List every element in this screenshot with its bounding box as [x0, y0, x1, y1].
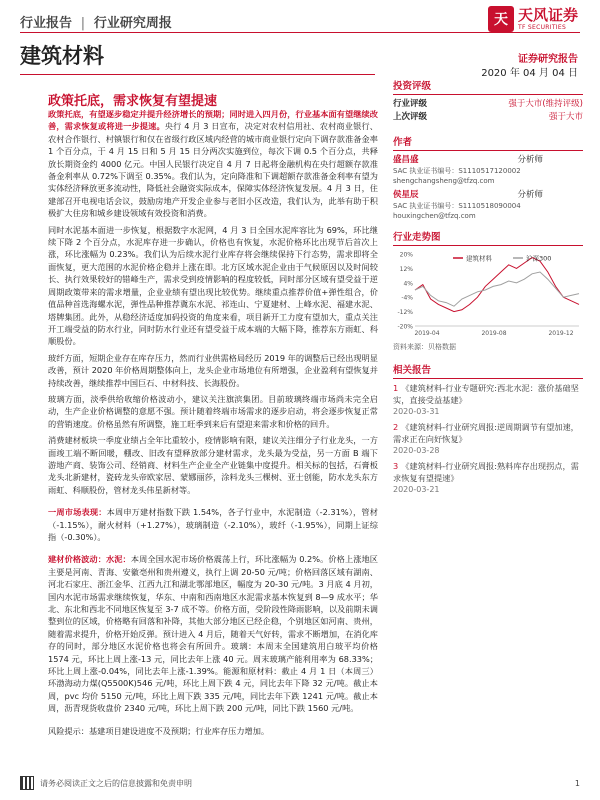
- paragraph: [48, 393, 378, 430]
- paragraph: [48, 553, 378, 714]
- paragraph-lead: 一周市场表现：: [48, 507, 107, 518]
- report-type: 证券研究报告: [518, 54, 578, 65]
- related-heading: 相关报告: [393, 362, 583, 379]
- paragraph: [48, 108, 378, 220]
- rating-row: [393, 98, 583, 111]
- y-tick-label: 4%: [403, 280, 413, 288]
- chart-source: 资料来源：贝格数据: [393, 343, 456, 351]
- y-tick-label: -12%: [397, 309, 413, 317]
- paragraph-body: 玻璃方面，淡季供给收缩价格波动小，建议关注旗滨集团。目前玻璃终端市场尚未完全启动，生产企业价格调整的意愿不强。预计随着终端市场需求的逐步启动，将会逐步恢复正常的营销速度。价格虽然有所调整，施工旺季到来后有望迎来需求和价格的回升。: [48, 393, 378, 429]
- logo-mark-icon: 天: [488, 6, 514, 32]
- logo-name-cn: 天风证券: [517, 5, 578, 24]
- rating-label: 行业评级: [393, 99, 428, 109]
- x-tick-label: 2019-04: [414, 330, 440, 337]
- x-tick-label: 2019-12: [548, 330, 574, 337]
- logo-name-en: TF SECURITIES: [517, 23, 567, 31]
- author-card: [393, 155, 583, 186]
- paragraph-body: 消费建材板块一季度业绩占全年比重较小，疫情影响有限，建议关注细分子行业龙头，一方面竣工端不断回暖，棚改、旧改有望释放部分建材需求，龙头最为受益，另一方面 B 端下游地产商、装饰公司、经销商、材料生产企业全产业链集中度提升。相关标的包括，石膏板龙头北新建材，瓷砖龙头帝欧家居、蒙娜丽莎，涂料龙头三棵树、亚士创能，防水龙头东方雨虹、科顺股份，管材龙头伟星新材等。: [48, 435, 378, 495]
- paragraph-body: 同时水泥基本面进一步恢复，根据数字水泥网，4 月 3 日全国水泥库容比为 69%，环比继续下降 2 个百分点，水泥库存进一步确认，价格也有恢复，水泥价格环比出现节后首次上涨，环比涨幅为 0.23%。我们认为后续水泥行业库存将会继续保持下行态势，需求即将全面恢复，更大范围的水泥价格企稳并上涨在即。北方区域水泥企业由于气候原因以及时间较长、执行效果较好的错峰生产，需求受到疫情影响的程度较低，同时部分区域有望受益于逆周期政策带来的需求增量，企业业绩有望出现比较优势。继续重点推荐价值+弹性组合，价值品种首选海螺水泥，弹性品种推荐冀东水泥、祁连山、宁夏建材、上峰水泥、福建水泥、塔牌集团。此外，从稳经济适度加码投资的角度来看，项目新开工力度有望加大，重点关注开工端受益的防水行业，同时防水行业还有望受益于成本端的大幅下降，推荐东方雨虹、科顺股份。: [48, 224, 378, 347]
- author-role: 分析师: [517, 190, 543, 200]
- report-headline: 政策托底，需求恢复有望提速: [48, 94, 218, 109]
- author-sac: SAC 执业证书编号：S1110517120002: [393, 167, 521, 175]
- related-title[interactable]: 《建筑材料-行业研究周报:逆周期调节有望加速，需求正在向好恢复》: [393, 422, 579, 444]
- x-tick-label: 2019-08: [481, 330, 507, 337]
- legend-label: 沪深300: [526, 254, 552, 263]
- breadcrumb-report-type: 行业报告: [20, 16, 73, 31]
- company-logo: [488, 6, 578, 32]
- author-email[interactable]: shengchangsheng@tfzq.com: [393, 177, 495, 185]
- rating-value: 强于大市: [548, 112, 583, 122]
- author-name: 盛昌盛: [393, 155, 419, 165]
- title-divider: [20, 74, 375, 75]
- rating-heading: 投资评级: [393, 78, 583, 95]
- paragraph: [48, 224, 378, 348]
- related-title[interactable]: 《建筑材料-行业专题研究:西北水泥：涨价基础坚实，直接受益基建》: [393, 383, 579, 405]
- header-divider: [20, 32, 580, 33]
- y-tick-label: -4%: [401, 294, 413, 302]
- rating-row: [393, 111, 583, 124]
- y-tick-label: 20%: [399, 251, 413, 259]
- paragraph-body: 风险提示：基建项目建设进度不及预期；行业库存压力增加。: [48, 725, 270, 736]
- related-date: 2020-03-28: [393, 446, 440, 455]
- series-line-2: [415, 272, 579, 306]
- paragraph-lead: 建材价格波动：水泥：: [48, 554, 131, 565]
- qr-code-icon: [20, 776, 34, 790]
- paragraph-body: 央行 4 月 3 日宣布，决定对农村信用社、农村商业银行、农村合作银行、村镇银行和仅在省级行政区域内经营的城市商业银行定向下调存款准备金率 1 个百分点，于 4 月 15 日和 5 月 15 日分两次实施到位，每次下调 0.5 个百分点，共释放长期资金约 4000 亿元。中国人民银行决定自 4 月 7 日起将金融机构在央行超额存款准备金利率从 0.72%下调至 0.35%。我们认为，定向降准和下调超额存款准备金利率有望为实体经济释放更多流动性，降低社会融资实际成本，保障实体经济恢复发展。4 月 3 日，住建部召开电视电话会议，鼓励房地产开发企业参与老旧小区改造，我们认为，此举有助于积极扩大住房和城乡建设领域有效投资和消费。: [48, 121, 378, 219]
- author-email[interactable]: houxingchen@tfzq.com: [393, 212, 476, 220]
- trend-chart: [393, 250, 583, 340]
- paragraph-body: 本周全国水泥市场价格震荡上行，环比涨幅为 0.2%。价格上涨地区主要是河南、青海、安徽亳州和贵州遵义，执行上调 20-50 元/吨；价格回落区域有湖南、河北石家庄、浙江金华、江西九江和湖北鄂部地区，幅度为 20-30 元/吨。3 月底 4 月初，国内水泥市场需求继续恢复，华东、中南和西南地区水泥需求基本恢复到 8—9 成水平；华北、东北和西北不同地区恢复至 3-7 成不等。价格方面，受阶段性降雨影响，以及前期未调整到位的区域，价格略有回落和补降，其他大部分地区已经企稳，个别地区如河南、贵州，随着需求提升，价格开始反弹。预计进入 4 月后，随着天气好转，需求不断增加，在消化库存的同时，部分地区水泥价格也将会有所回升。玻璃：本周末全国建筑用白玻平均价格 1574 元，环比上周上涨-13 元，同比去年上涨 40 元。周末玻璃产能利用率为 68.33%；环比上周上涨-0.04%，同比去年上涨-1.39%。能源和原材料：截止 4 月 1 日（本周三）环渤海动力煤(Q5500K)546 元/吨，环比上周下跌 4 元，同比去年下降 32 元/吨。截止本周，pvc 均价 5150 元/吨，环比上周下跌 335 元/吨，同比去年下跌 1241 元/吨。截止本周，沥青现货收盘价 2340 元/吨，环比上周下跌 200 元/吨，同比下跌 1560 元/吨。: [48, 554, 378, 714]
- author-role: 分析师: [517, 155, 543, 165]
- paragraph: [48, 434, 378, 496]
- breadcrumb-report-subtype: 行业研究周报: [93, 16, 172, 31]
- paragraph: [48, 506, 378, 543]
- paragraph-body: 本周申万建材指数下跌 1.54%，各子行业中，水泥制造（-2.31%），管材（-1.15%），耐火材料（+1.27%），玻璃制造（-2.10%），玻纤（-1.95%），同期上证综指（-0.30%）。: [48, 507, 378, 542]
- industry-title: 建筑材料: [20, 44, 104, 68]
- related-num: 3: [393, 461, 399, 471]
- legend-label: 建筑材料: [466, 254, 492, 263]
- y-tick-label: -20%: [397, 323, 413, 331]
- author-name: 侯星辰: [393, 190, 419, 200]
- related-title[interactable]: 《建筑材料-行业研究周报:熟料库存出现拐点，需求恢复有望提速》: [393, 461, 579, 483]
- related-date: 2020-03-31: [393, 407, 440, 416]
- author-heading: 作者: [393, 134, 583, 151]
- related-num: 1: [393, 383, 399, 393]
- risk-note: [48, 725, 378, 737]
- paragraph-body: 玻纤方面，短期企业存在库存压力，然而行业供需格局经历 2019 年的调整后已经出现明显改善，预计 2020 年价格周期整体向上，龙头企业市场地位有所增强，企业盈利有望恢复并持续改善，继续推荐中国巨石、中材科技、长海股份。: [48, 352, 378, 388]
- related-report[interactable]: [393, 421, 583, 457]
- footer: [20, 776, 580, 790]
- page-number: 1: [574, 778, 580, 788]
- sidebar: [393, 78, 583, 496]
- series-line-1: [415, 258, 579, 312]
- breadcrumb-separator: |: [80, 16, 86, 31]
- related-report[interactable]: [393, 382, 583, 418]
- related-num: 2: [393, 422, 399, 432]
- rating-value: 强于大市(维持评级): [508, 99, 583, 109]
- trend-chart-svg: [393, 250, 583, 340]
- breadcrumb: [20, 12, 172, 31]
- author-card: [393, 190, 583, 221]
- y-tick-label: 12%: [399, 265, 413, 273]
- report-body: [48, 108, 378, 741]
- rating-label: 上次评级: [393, 112, 428, 122]
- trend-heading: 行业走势图: [393, 229, 583, 246]
- paragraph: [48, 352, 378, 389]
- author-sac: SAC 执业证书编号：S1110518090004: [393, 202, 521, 210]
- footer-disclaimer: 请务必阅读正文之后的信息披露和免责申明: [40, 778, 192, 788]
- report-date: 2020 年 04 月 04 日: [481, 68, 578, 79]
- related-date: 2020-03-21: [393, 485, 440, 494]
- paragraph-lead: 政策托底，有望逐步稳定并提升经济增长的预期；同时进入四月份，行业基本面有望继续改善，需求恢复或将进一步提速。: [48, 109, 378, 132]
- related-report[interactable]: [393, 460, 583, 496]
